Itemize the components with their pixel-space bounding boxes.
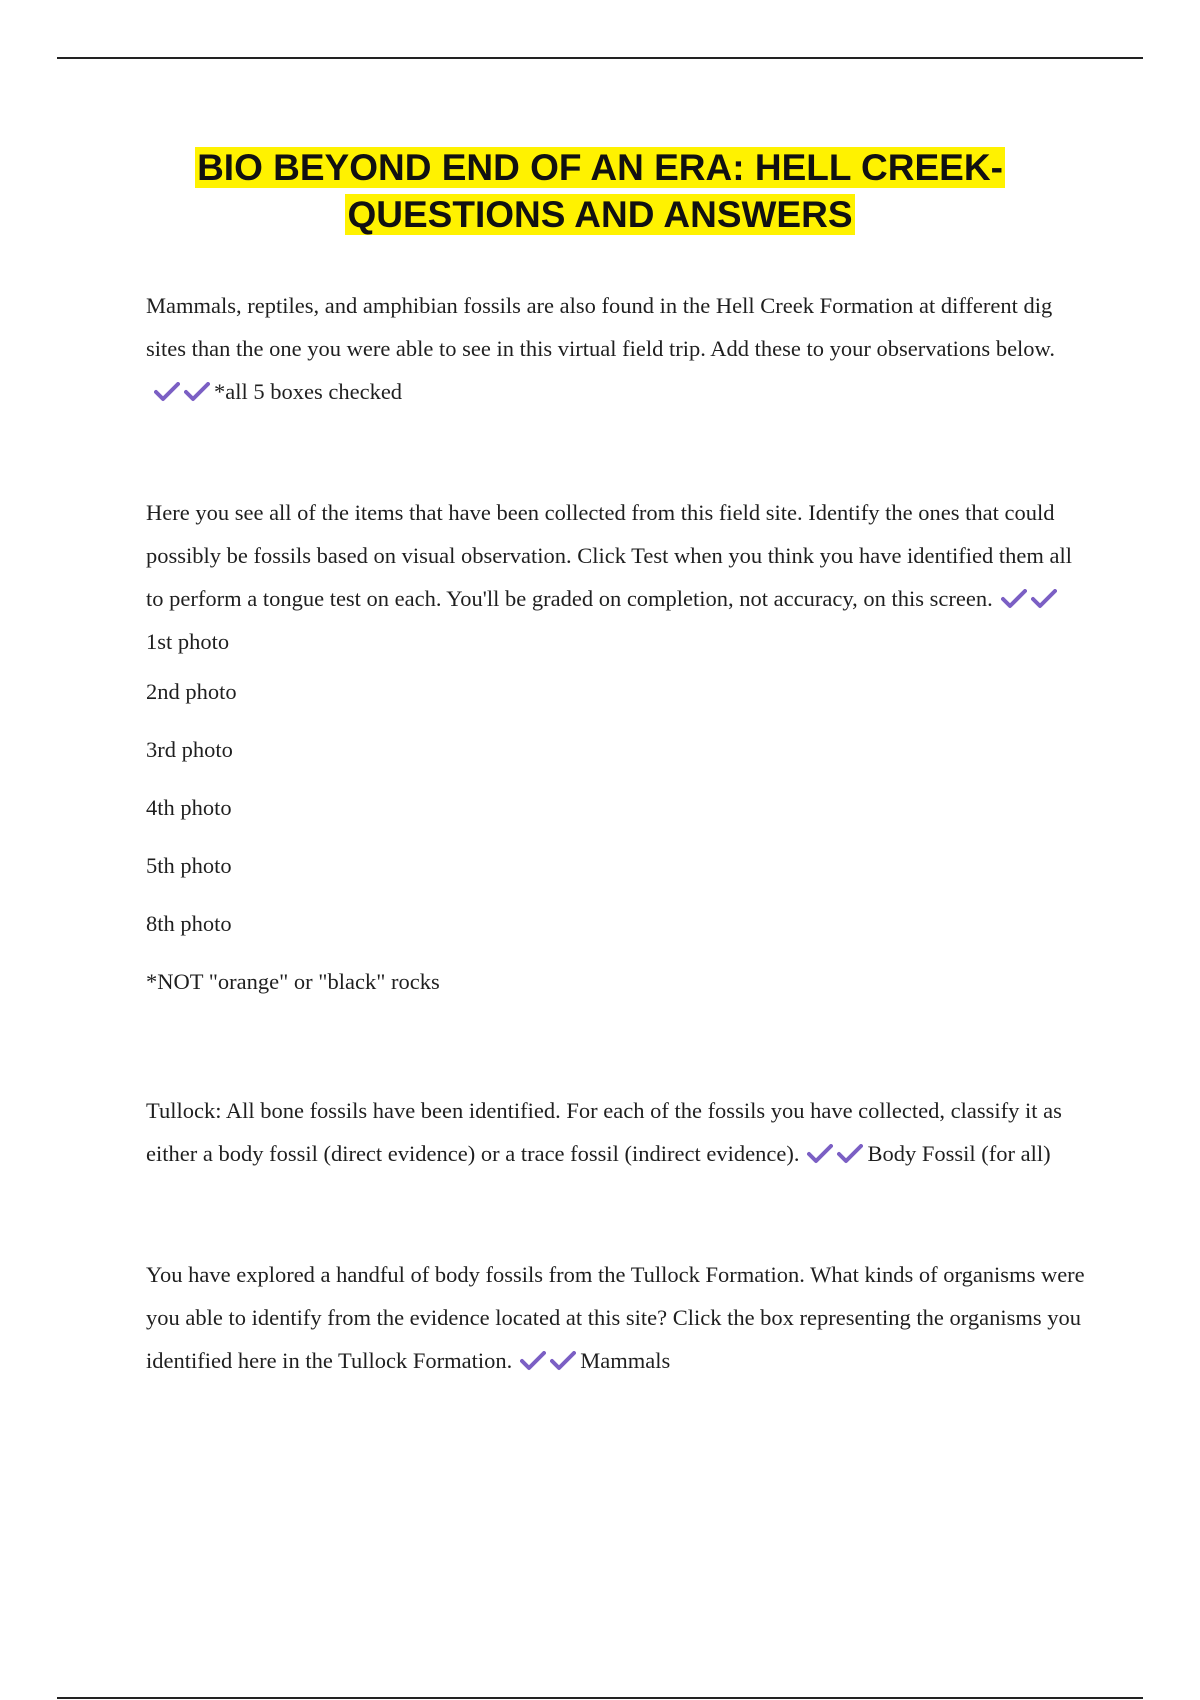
answer-line: 5th photo bbox=[146, 853, 232, 878]
question-text: Mammals, reptiles, and amphibian fossils are also found in the Hell Creek Formation at different dig sites than the one you were able to see in this virtual field trip. Add these to your observations below. bbox=[146, 293, 1055, 361]
answer-line: 2nd photo bbox=[146, 679, 237, 704]
title-line-2: QUESTIONS AND ANSWERS bbox=[347, 194, 853, 235]
top-rule bbox=[57, 57, 1143, 59]
checkmarks bbox=[807, 1141, 867, 1166]
checkmark-icon bbox=[837, 1144, 863, 1164]
checkmark-icon bbox=[1001, 589, 1027, 609]
checkmark-icon bbox=[184, 382, 210, 402]
checkmark-icon bbox=[550, 1351, 576, 1371]
answer-line: *NOT "orange" or "black" rocks bbox=[146, 969, 440, 994]
qa-item-1 bbox=[146, 284, 1086, 413]
qa-item-2 bbox=[146, 491, 1086, 663]
question-text: Tullock: All bone fossils have been identified. For each of the fossils you have collected, classify it as either a body fossil (direct evidence) or a trace fossil (indirect evidence). bbox=[146, 1098, 1062, 1166]
qa-content bbox=[146, 284, 1086, 1382]
document-title bbox=[100, 144, 1100, 238]
qa-item-4 bbox=[146, 1253, 1086, 1382]
answer-line: 3rd photo bbox=[146, 737, 233, 762]
checkmarks bbox=[154, 379, 214, 404]
checkmark-icon bbox=[1031, 589, 1057, 609]
answer-text: Body Fossil (for all) bbox=[867, 1141, 1051, 1166]
checkmark-icon bbox=[520, 1351, 546, 1371]
answer-text: *all 5 boxes checked bbox=[214, 379, 403, 404]
answer-text: Mammals bbox=[580, 1348, 671, 1373]
answer-text: 1st photo bbox=[146, 629, 230, 654]
title-line-1: BIO BEYOND END OF AN ERA: HELL CREEK- bbox=[197, 147, 1003, 188]
qa-item-3 bbox=[146, 1089, 1086, 1175]
checkmark-icon bbox=[154, 382, 180, 402]
bottom-rule bbox=[57, 1697, 1143, 1699]
question-text: Here you see all of the items that have been collected from this field site. Identify the ones that could possibly be fossils based on visual observation. Click Test when you think you have identified them all to perform a tongue test on each. You'll be graded on completion, not accuracy, on this screen. bbox=[146, 500, 1073, 611]
answer-line: 8th photo bbox=[146, 911, 232, 936]
checkmark-icon bbox=[807, 1144, 833, 1164]
question-text: You have explored a handful of body fossils from the Tullock Formation. What kinds of organisms were you able to identify from the evidence located at this site? Click the box representing the organisms you identified here in the Tullock Formation. bbox=[146, 1262, 1085, 1373]
answer-line: 4th photo bbox=[146, 795, 232, 820]
checkmarks bbox=[1001, 586, 1061, 611]
checkmarks bbox=[520, 1348, 580, 1373]
